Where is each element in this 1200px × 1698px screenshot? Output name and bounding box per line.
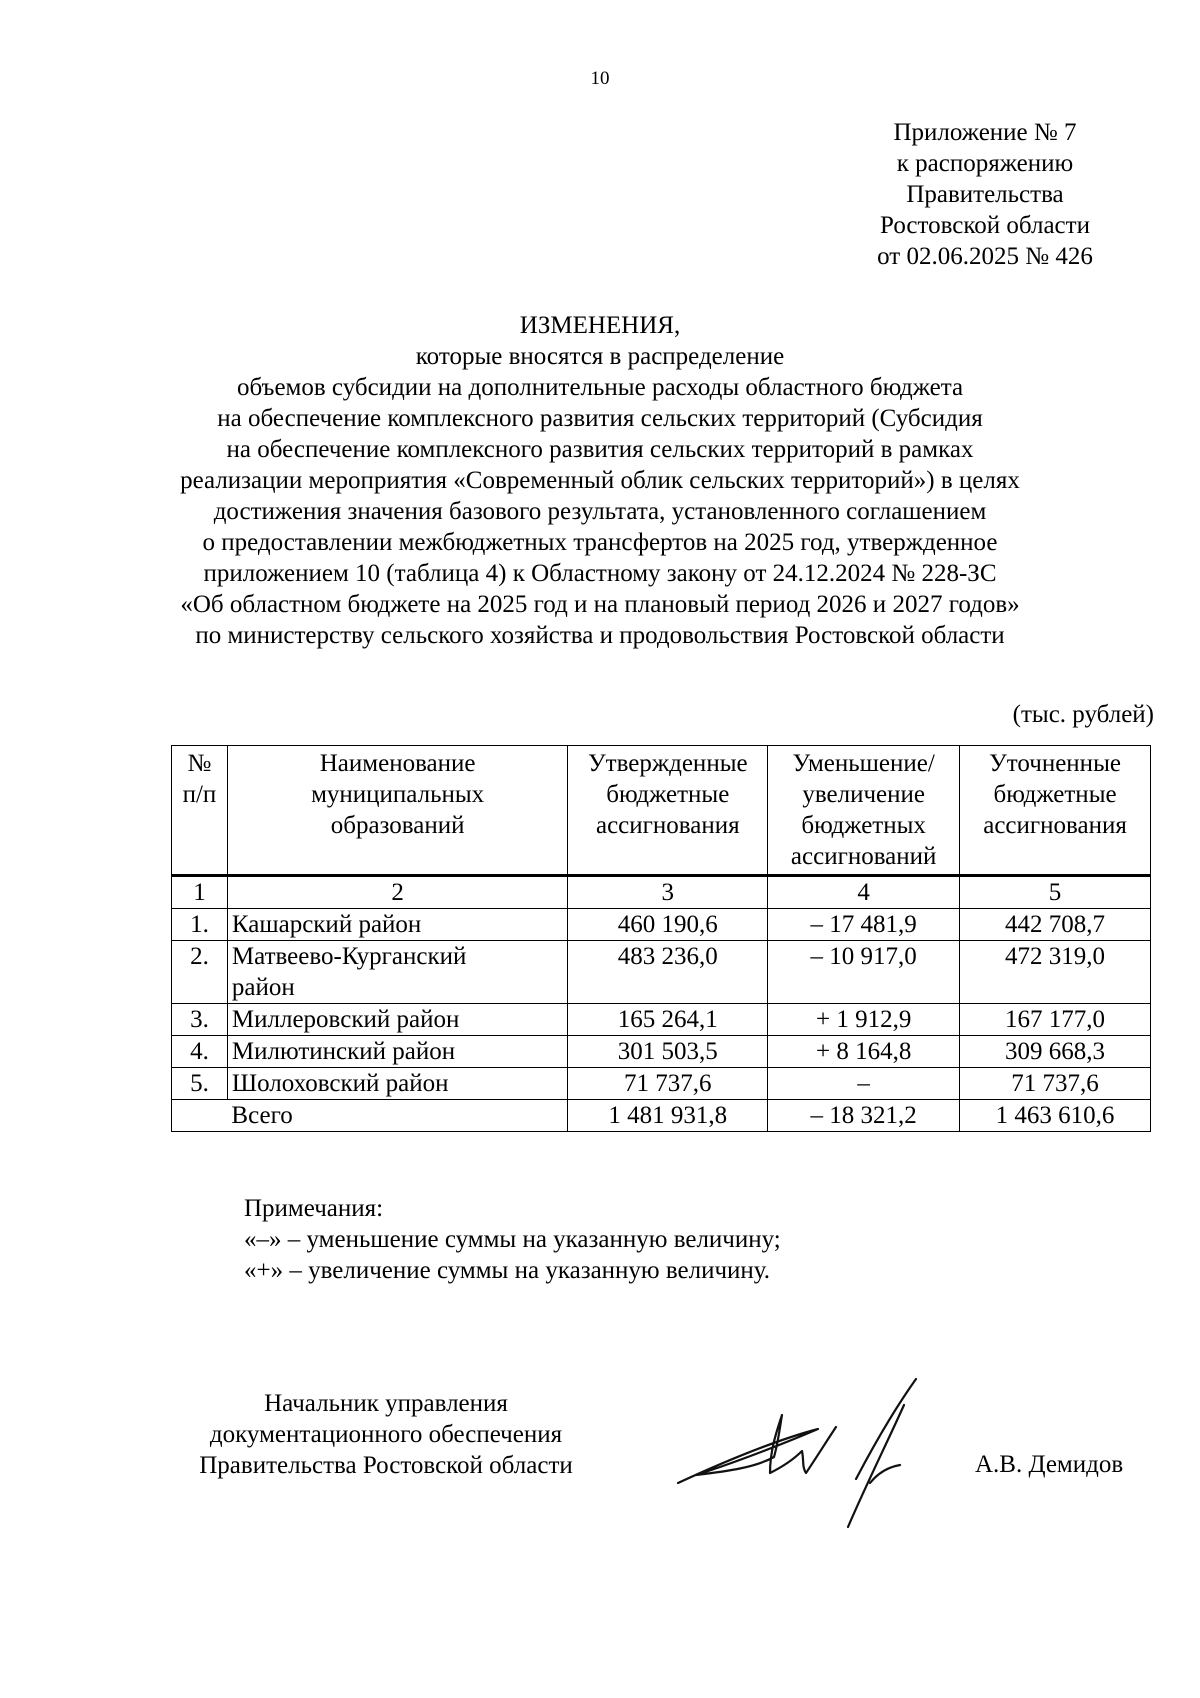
row-change: + 8 164,8 <box>768 1036 960 1068</box>
row-number: 1. <box>172 909 228 941</box>
signer-line: Правительства Ростовской области <box>199 1452 573 1479</box>
column-number: 4 <box>768 876 960 909</box>
header-text: бюджетных <box>801 812 926 839</box>
column-number-row <box>172 876 1151 909</box>
row-municipality <box>227 909 567 941</box>
header-text: ассигнования <box>983 812 1127 839</box>
row-approved: 71 737,6 <box>568 1068 768 1100</box>
notes-block <box>244 1193 781 1286</box>
header-text: Уточненные <box>989 750 1121 777</box>
units-label: (тыс. рублей) <box>1012 701 1154 728</box>
table-total-row <box>172 1100 1151 1132</box>
header-text: Утвержденные <box>587 750 748 777</box>
appendix-line: Правительства <box>906 181 1064 208</box>
row-municipality <box>227 1068 567 1100</box>
header-text: № <box>187 750 212 777</box>
header-text: образований <box>330 812 465 839</box>
column-number: 5 <box>960 876 1151 909</box>
column-number: 1 <box>172 876 228 909</box>
row-municipality-text: район <box>231 974 295 1001</box>
header-text: ассигнования <box>595 812 740 839</box>
appendix-line: к распоряжению <box>896 150 1074 177</box>
total-empty-cell <box>172 1100 228 1132</box>
row-change: – 10 917,0 <box>768 941 960 1004</box>
appendix-line: от 02.06.2025 № 426 <box>877 243 1093 270</box>
row-municipality-text: Кашарский район <box>231 911 422 938</box>
row-municipality-text: Матвеево-Курганский <box>231 943 467 970</box>
notes-line: «–» – уменьшение суммы на указанную величину; <box>244 1226 781 1253</box>
table-row <box>172 1036 1151 1068</box>
table-header-row <box>172 746 1151 876</box>
row-municipality-text: Милютинский район <box>231 1038 456 1065</box>
column-number: 3 <box>568 876 768 909</box>
row-municipality-text: Шолоховский район <box>231 1070 449 1097</box>
total-approved: 1 481 931,8 <box>568 1100 768 1132</box>
page-number: 10 <box>590 68 610 89</box>
table-row <box>172 941 1151 1004</box>
column-number: 2 <box>227 876 567 909</box>
row-municipality <box>227 1004 567 1036</box>
document-heading <box>0 310 1200 651</box>
row-municipality-text: Миллеровский район <box>231 1006 460 1033</box>
table-row <box>172 909 1151 941</box>
row-revised: 442 708,7 <box>960 909 1151 941</box>
header-revised <box>960 746 1151 876</box>
heading-line: реализации мероприятия «Современный облик сельских территорий») в целях <box>180 467 1020 494</box>
header-number <box>172 746 228 876</box>
heading-line: на обеспечение комплексного развития сельских территорий (Субсидия <box>217 405 983 432</box>
handwritten-signature <box>670 1375 930 1545</box>
row-revised: 472 319,0 <box>960 941 1151 1004</box>
signature-stroke <box>678 1415 836 1483</box>
table-row <box>172 1004 1151 1036</box>
header-change <box>768 746 960 876</box>
header-municipality <box>227 746 567 876</box>
appendix-block <box>790 117 1180 272</box>
heading-line: «Об областном бюджете на 2025 год и на плановый период 2026 и 2027 годов» <box>180 591 1020 618</box>
heading-line: по министерству сельского хозяйства и продовольствия Ростовской области <box>195 622 1005 649</box>
row-revised: 167 177,0 <box>960 1004 1151 1036</box>
header-text: ассигнований <box>790 843 937 870</box>
header-text: муниципальных <box>311 781 485 808</box>
signer-position <box>171 1388 601 1481</box>
signer-name: А.В. Демидов <box>975 1451 1124 1478</box>
row-change: – <box>768 1068 960 1100</box>
budget-table <box>171 745 1151 1132</box>
heading-line: о предоставлении межбюджетных трансфертов на 2025 год, утвержденное <box>202 529 998 556</box>
row-revised: 71 737,6 <box>960 1068 1151 1100</box>
header-text: Наименование <box>319 750 476 777</box>
heading-line: объемов субсидии на дополнительные расходы областного бюджета <box>236 374 964 401</box>
row-approved: 460 190,6 <box>568 909 768 941</box>
total-change: – 18 321,2 <box>768 1100 960 1132</box>
signature-stroke <box>856 1379 916 1479</box>
heading-line: которые вносятся в распределение <box>415 343 785 370</box>
notes-title: Примечания: <box>244 1195 384 1222</box>
notes-line: «+» – увеличение суммы на указанную величину. <box>244 1257 771 1284</box>
total-revised: 1 463 610,6 <box>960 1100 1151 1132</box>
row-number: 2. <box>172 941 228 1004</box>
row-approved: 483 236,0 <box>568 941 768 1004</box>
row-change: + 1 912,9 <box>768 1004 960 1036</box>
row-approved: 301 503,5 <box>568 1036 768 1068</box>
appendix-line: Ростовской области <box>880 212 1090 239</box>
signer-line: документационного обеспечения <box>209 1421 563 1448</box>
row-number: 5. <box>172 1068 228 1100</box>
header-text: увеличение <box>802 781 925 808</box>
heading-line: достижения значения базового результата, установленного соглашением <box>213 498 987 525</box>
row-municipality <box>227 941 567 1004</box>
row-approved: 165 264,1 <box>568 1004 768 1036</box>
row-municipality <box>227 1036 567 1068</box>
row-revised: 309 668,3 <box>960 1036 1151 1068</box>
table-row <box>172 1068 1151 1100</box>
header-text: бюджетные <box>606 781 730 808</box>
row-number: 3. <box>172 1004 228 1036</box>
header-text: бюджетные <box>993 781 1117 808</box>
row-number: 4. <box>172 1036 228 1068</box>
total-label: Всего <box>227 1100 567 1132</box>
header-text: п/п <box>182 781 217 808</box>
heading-line: приложением 10 (таблица 4) к Областному закону от 24.12.2024 № 228-ЗС <box>203 560 997 587</box>
header-text: Уменьшение/ <box>792 750 935 777</box>
row-change: – 17 481,9 <box>768 909 960 941</box>
signer-line: Начальник управления <box>264 1390 508 1417</box>
heading-title: ИЗМЕНЕНИЯ, <box>519 312 681 339</box>
appendix-line: Приложение № 7 <box>893 119 1077 146</box>
heading-line: на обеспечение комплексного развития сельских территорий в рамках <box>226 436 974 463</box>
header-approved <box>568 746 768 876</box>
